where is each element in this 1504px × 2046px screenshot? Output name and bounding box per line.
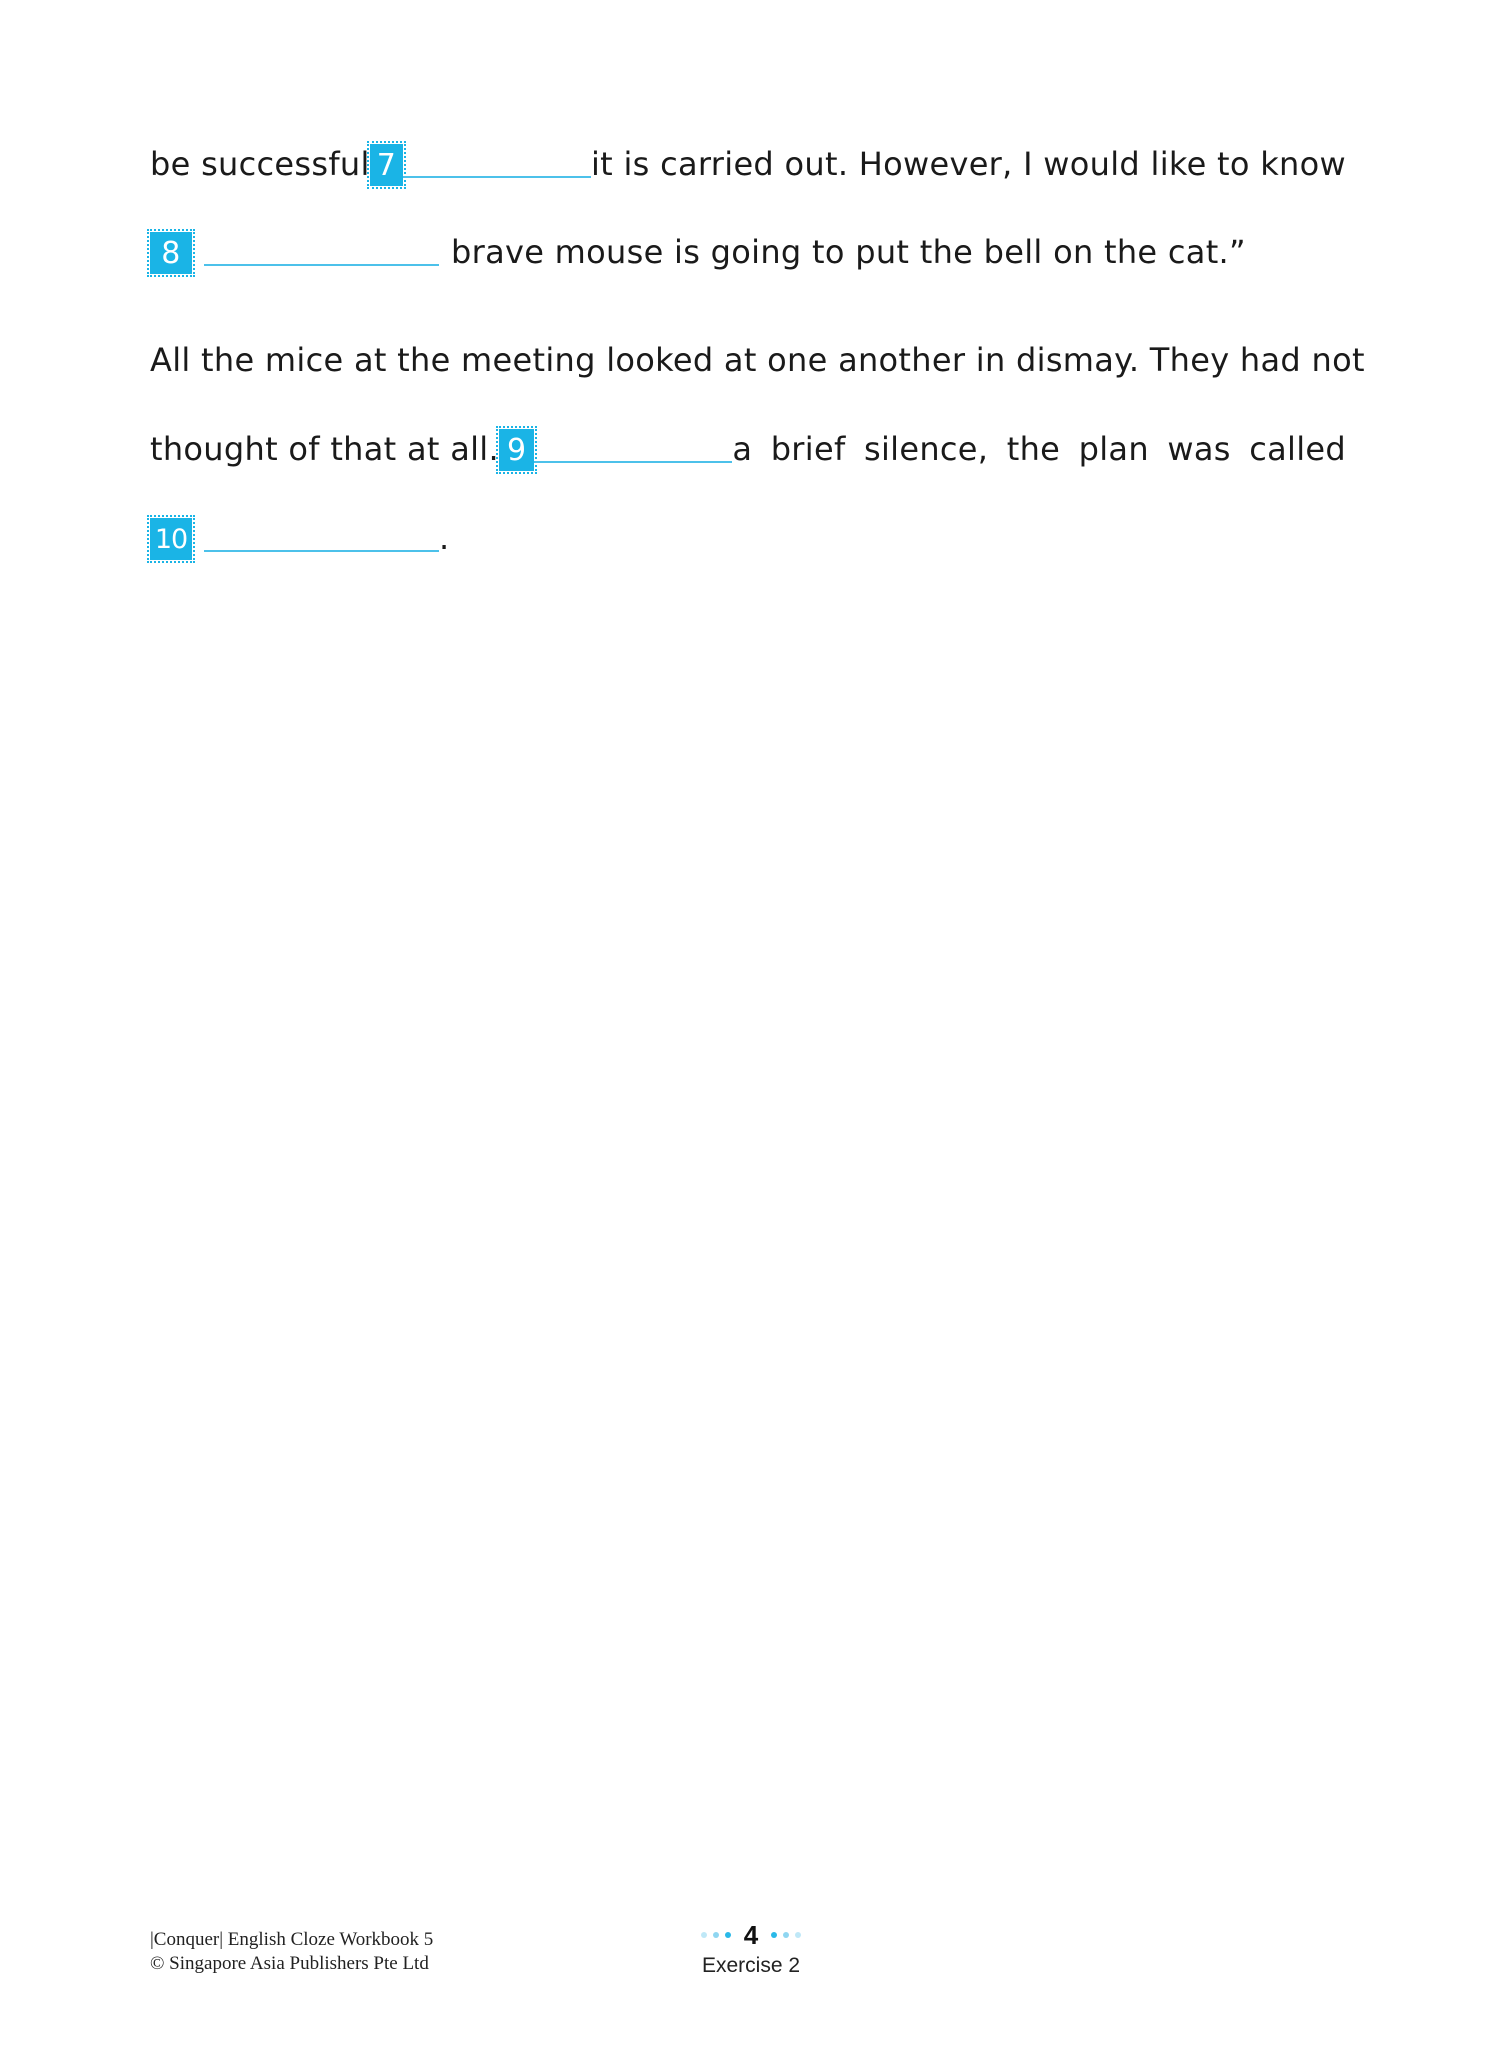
book-title: |Conquer| English Cloze Workbook 5 xyxy=(150,1929,434,1950)
blank-number-7: 7 xyxy=(370,144,404,186)
exercise-label: Exercise 2 xyxy=(701,1954,801,1977)
blank-number-10: 10 xyxy=(150,518,192,560)
decorative-dot-icon xyxy=(795,1932,801,1938)
answer-blank-9[interactable] xyxy=(534,461,732,463)
decorative-dot-icon xyxy=(701,1932,707,1938)
answer-blank-7[interactable] xyxy=(403,176,591,178)
footer-credits xyxy=(150,1928,433,1976)
text-segment: . xyxy=(439,519,450,557)
text-segment: All the mice at the meeting looked at one another in dismay. They had not xyxy=(150,341,1365,379)
text-segment: it is carried out. However, I would like to know xyxy=(590,145,1346,183)
text-line xyxy=(150,212,1346,272)
page-indicator xyxy=(686,1920,816,1978)
text-line xyxy=(150,124,1346,184)
decorative-dot-icon xyxy=(713,1932,719,1938)
text-line xyxy=(150,409,1346,469)
decorative-dot-icon xyxy=(771,1932,777,1938)
text-line xyxy=(150,320,1365,380)
text-line xyxy=(150,498,1346,558)
blank-number-8: 8 xyxy=(150,232,192,274)
answer-blank-10[interactable] xyxy=(204,550,439,552)
decorative-dot-icon xyxy=(783,1932,789,1938)
decorative-dot-icon xyxy=(725,1932,731,1938)
blank-number-9: 9 xyxy=(499,429,534,471)
text-segment: be successful xyxy=(150,145,370,183)
page-number: 4 xyxy=(743,1919,759,1950)
text-segment: a brief silence, the plan was called xyxy=(732,430,1346,468)
copyright-notice: © Singapore Asia Publishers Pte Ltd xyxy=(150,1953,429,1974)
text-segment: thought of that at all. xyxy=(150,430,499,468)
text-segment: brave mouse is going to put the bell on the cat.” xyxy=(451,233,1246,271)
answer-blank-8[interactable] xyxy=(204,264,439,266)
